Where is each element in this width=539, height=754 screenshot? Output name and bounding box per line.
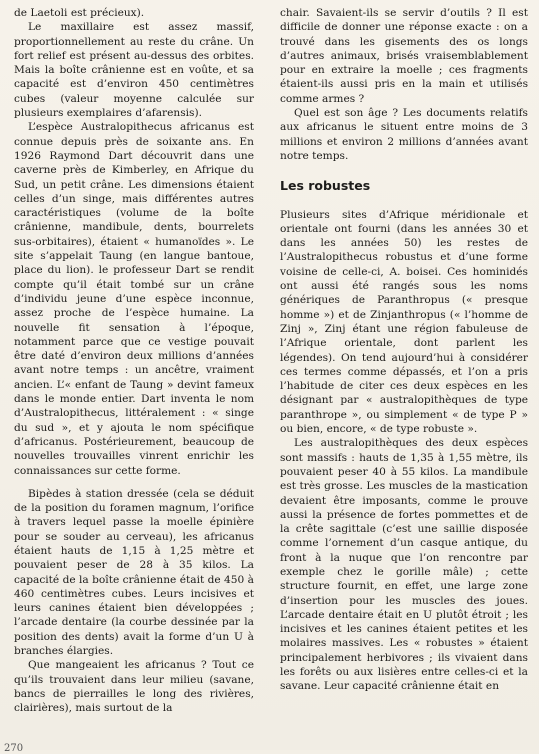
- paragraph: de Laetoli est précieux).: [14, 7, 145, 19]
- paragraph: L’espèce Australopithecus africanus est connue depuis près de soixante ans. En 1926 Raymond Dart découvrit dans une caverne près de Kimberley, en Afrique du Sud, un petit crâne. Les dimensions étaient celles d’un singe, mais différentes autres caractéristiques (volume de la boîte crânienne, mandibule, dents, bourrelets sus-orbitaires), étaient « humanoïdes ». Le site s’appelait Taung (en langue bantoue, place du lion). le professeur Dart se rendit compte qu’il était tombé sur un crâne d’individu jeune d’une espèce inconnue, assez proche de l’espèce humaine. La nouvelle fit sensation à l’époque, notamment parce que ce vestige pouvait être daté d’environ deux millions d’années avant notre temps : un ancêtre, vraiment ancien. L’« enfant de Taung » devint fameux dans le monde entier. Dart inventa le nom d’Australopithecus, littéralement : « singe du sud », et y ajouta le nom spécifique d’africanus. Postérieurement, beaucoup de nouvelles trouvailles vinrent enrichir les connaissances sur cette forme.: [14, 121, 254, 477]
- paragraph: Quel est son âge ? Les documents relatifs aux africanus le situent entre moins de 3 millions et environ 2 millions d’années avant notre temps.: [280, 107, 528, 162]
- paragraph: Le maxillaire est assez massif, proportionnellement au reste du crâne. Un fort relief est présent au-dessus des orbites. Mais la boîte crânienne est en voûte, et sa capacité est d’environ 450 centimètres cubes (valeur moyenne calculée sur plusieurs exemplaires d’afarensis).: [14, 21, 254, 120]
- page-number: 270: [4, 743, 24, 754]
- right-column: [280, 6, 528, 694]
- paragraph: Plusieurs sites d’Afrique méridionale et orientale ont fourni (dans les années 30 et dans les années 50) les restes de l’Australopithecus robustus et d’une forme voisine de celle-ci, A. boisei. Ces hominidés ont aussi été rangés sous les noms génériques de Paranthropus (« presque homme ») et de Zinjanthropus (« l’homme de Zinj », Zinj étant une région fabuleuse de l’Afrique orientale, dont parlent les légendes). On tend aujourd’hui à considérer ces termes comme dépassés, et l’on a pris l’habitude de citer ces deux espèces en les désignant par « australopithèques de type paranthrope », ou simplement « de type P » ou bien, encore, « de type robuste ».: [280, 208, 528, 436]
- section-heading: Les robustes: [280, 178, 371, 194]
- paragraph: chair. Savaient-ils se servir d’outils ? Il est difficile de donner une réponse exacte : on a trouvé dans les gisements des os longs d’autres animaux, brisés vraisemblablement pour en extraire la moelle ; ces fragments étaient-ils aussi pris en la main et utilisés comme armes ?: [280, 7, 528, 105]
- paragraph: Les australopithèques des deux espèces sont massifs : hauts de 1,35 à 1,55 mètre, ils pouvaient peser 40 à 55 kilos. La mandibule est très grosse. Les muscles de la mastication devaient être imposants, comme le prouve aussi la présence de fortes pommettes et de la crête sagittale (c’est une saillie disposée comme l’ornement d’un casque antique, du front à la nuque que l’on rencontre par exemple chez le gorille mâle) ; cette structure fournit, en effet, une large zone d’insertion pour les muscles des joues. L’arcade dentaire était en U plutôt étroit ; les incisives et les canines étaient petites et les molaires massives. Les « robustes » étaient principalement herbivores ; ils vivaient dans les forêts ou aux lisières entre celles-ci et la savane. Leur capacité crânienne était en: [280, 437, 528, 693]
- left-column: [14, 6, 254, 716]
- paragraph: Que mangeaient les africanus ? Tout ce qu’ils trouvaient dans leur milieu (savane, bancs de pierrailles le long des rivières, clairières), mais surtout de la: [14, 659, 254, 715]
- paragraph: Bipèdes à station dressée (cela se déduit de la position du foramen magnum, l’orifice à travers lequel passe la moelle épinière pour se souder au cerveau), les africanus étaient hauts de 1,15 à 1,25 mètre et pouvaient peser de 28 à 35 kilos. La capacité de la boîte crânienne était de 450 à 460 centimètres cubes. Leurs incisives et leurs canines étaient bien développées ; l’arcade dentaire (la courbe dessinée par la position des dents) avait la forme d’un U à branches élargies.: [14, 487, 254, 658]
